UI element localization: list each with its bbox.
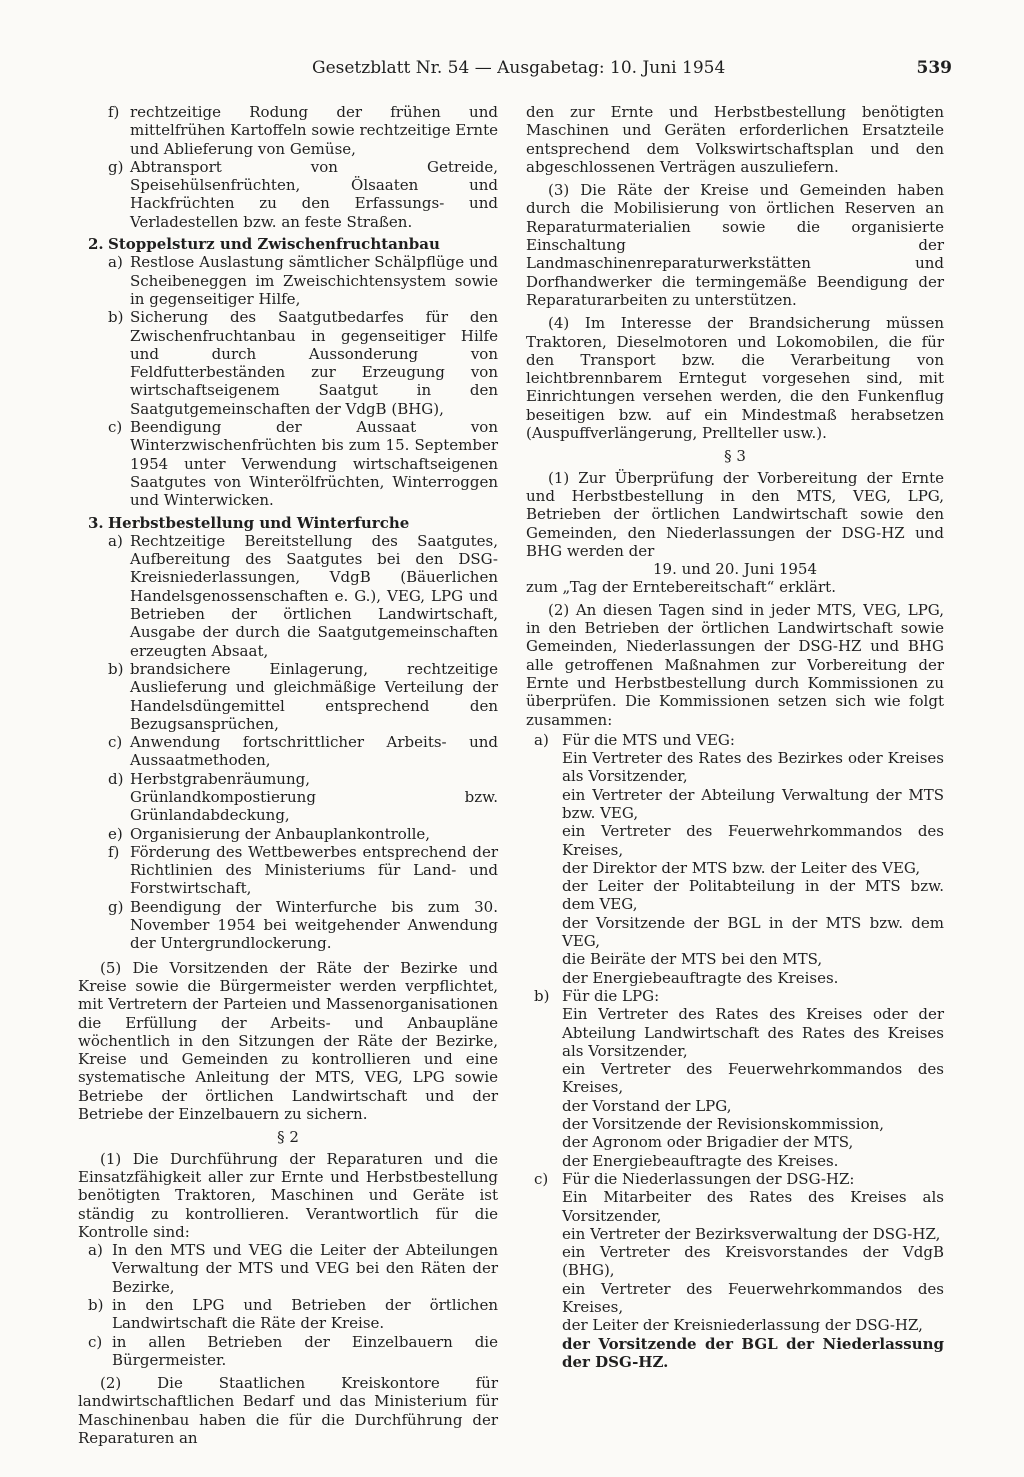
- list-item: [78, 843, 498, 898]
- list-item: der Vorsitzende der BGL in der MTS bzw. dem VEG,: [562, 913, 944, 951]
- list-item: die Beiräte der MTS bei den MTS,: [562, 950, 823, 969]
- list-item: [78, 1333, 498, 1370]
- list-item: ein Vertreter der Abteilung Verwaltung der MTS bzw. VEG,: [562, 785, 944, 822]
- list-item: ein Vertreter des Feuerwehrkommandos des Kreises,: [562, 1060, 944, 1097]
- item-text: Abtransport von Getreide, Speisehülsenfrüchten, Ölsaaten und Hackfrüchten zu den Erfassungs- und Verladestellen bzw. an feste Straßen.: [130, 157, 498, 231]
- list-item: der Agronom oder Brigadier der MTS,: [562, 1133, 854, 1152]
- list-item: [78, 158, 498, 231]
- list-item: der Vorstand der LPG,: [562, 1096, 732, 1115]
- item-text: in allen Betrieben der Einzelbauern die Bürgermeister.: [112, 1332, 498, 1369]
- item-text: Sicherung des Saatgutbedarfes für den Zwischenfruchtanbau in gegenseitiger Hilfe und durch Aussonderung von Feldfutterbeständen zur Erzeugung von wirtschaftseigenem Saatgut in den Saatgutgemeinschaften der VdgB (BHG),: [130, 308, 498, 418]
- list-item: [78, 103, 498, 158]
- page-number: 539: [916, 58, 952, 78]
- item-label: c): [108, 733, 123, 752]
- list-item: [78, 253, 498, 308]
- declaration-line: zum „Tag der Erntebereitschaft“ erklärt.: [526, 578, 836, 597]
- item-text: Herbstgrabenräumung, Grünlandkompostierung bzw. Grünlandabdeckung,: [130, 769, 498, 825]
- list-item: [78, 770, 498, 825]
- section-3-paragraph-1: (1) Zur Überprüfung der Vorbereitung der Ernte und Herbstbestellung in den MTS, VEG, LPG, Betrieben der örtlichen Landwirtschaft sowie den Gemeinden, den Niederlassungen der DSG-HZ und BHG werden der: [526, 468, 944, 560]
- item-label: g): [108, 157, 124, 176]
- list-item: ein Vertreter des Feuerwehrkommandos des Kreises,: [562, 822, 944, 859]
- item-label: b): [88, 1296, 104, 1314]
- left-column: [78, 103, 498, 1452]
- list-item: Ein Vertreter des Rates des Bezirkes oder Kreises als Vorsitzender,: [562, 749, 944, 786]
- heading-text: Herbstbestellung und Winterfurche: [108, 513, 410, 532]
- group-label: b): [534, 986, 550, 1005]
- list-item: der Leiter der Politabteilung in der MTS bzw. dem VEG,: [562, 877, 944, 914]
- page-header: [312, 58, 952, 84]
- heading-label: 2.: [88, 235, 104, 254]
- paragraph-5: (5) Die Vorsitzenden der Räte der Bezirke und Kreise sowie die Bürgermeister werden verpflichtet, mit Vertretern der Parteien und Massenorganisationen die Erfüllung der Arbeits- und Anbaupläne wöchentlich in den Sitzungen der Räte der Bezirke, Kreise und Gemeinden zu kontrollieren und eine systematische Anleitung der MTS, VEG, LPG sowie Betriebe der örtlichen Landwirtschaft und der Betriebe der Einzelbauern zu sichern.: [78, 958, 498, 1124]
- list-item: ein Vertreter des Feuerwehrkommandos des Kreises,: [562, 1279, 944, 1316]
- list-item: der Vorsitzende der BGL der Niederlassung der DSG-HZ.: [562, 1334, 944, 1371]
- group-c-title: [526, 1170, 944, 1188]
- item-text: in den LPG und Betrieben der örtlichen Landwirtschaft die Räte der Kreise.: [112, 1296, 498, 1333]
- item-text: Beendigung der Aussaat von Winterzwischenfrüchten bis zum 15. September 1954 unter Verwendung wirtschaftseigenen Saatgutes von Winterölfrüchten, Winterroggen und Winterwicken.: [130, 418, 498, 510]
- group-a-title: [526, 731, 944, 749]
- paragraph-4: (4) Im Interesse der Brandsicherung müssen Traktoren, Dieselmotoren und Lokomobilen, die für den Transport bzw. die Verarbeitung von leichtbrennbarem Erntegut vorgesehen sind, mit Einrichtungen versehen werden, die den Funkenflug beseitigen bzw. auf ein Mindestmaß herabsetzen (Auspuffverlängerung, Prellteller usw.).: [526, 314, 944, 443]
- group-title: Für die MTS und VEG:: [562, 730, 735, 749]
- list-item: [78, 1241, 498, 1296]
- heading-label: 3.: [88, 513, 104, 532]
- item-text: In den MTS und VEG die Leiter der Abteilungen Verwaltung der MTS und VEG bei den Räten der Bezirke,: [112, 1241, 498, 1296]
- item-label: a): [88, 1241, 103, 1260]
- list-item: [78, 733, 498, 770]
- list-item: [78, 308, 498, 418]
- section-2-heading: § 2: [277, 1128, 299, 1147]
- item-text: Organisierung der Anbauplankontrolle,: [130, 824, 431, 843]
- list-item: der Leiter der Kreisniederlassung der DSG-HZ,: [562, 1316, 923, 1335]
- item-text: rechtzeitige Rodung der frühen und mittelfrühen Kartoffeln sowie rechtzeitige Ernte und Ablieferung von Gemüse,: [130, 103, 498, 158]
- list-item: [78, 898, 498, 953]
- list-item: Ein Vertreter des Rates des Kreises oder der Abteilung Landwirtschaft des Rates des Kreises als Vorsitzender,: [562, 1005, 944, 1060]
- dates-line: 19. und 20. Juni 1954: [652, 560, 817, 579]
- paragraph-3: (3) Die Räte der Kreise und Gemeinden haben durch die Mobilisierung von örtlichen Reserven an Reparaturmaterialien sowie die organisierte Einschaltung der Landmaschinenreparaturwerkstätten und Dorfhandwerker die termingemäße Beendigung der Reparaturarbeiten zu unterstützen.: [526, 181, 944, 309]
- heading-stoppelsturz: [78, 235, 498, 253]
- right-column: [526, 103, 944, 1371]
- list-item: der Vorsitzende der Revisionskommission,: [562, 1115, 885, 1134]
- item-text: brandsichere Einlagerung, rechtzeitige Auslieferung und gleichmäßige Verteilung der Handelsdüngemittel entsprechend den Bezugsansprüchen,: [130, 659, 498, 733]
- group-b-title: [526, 987, 944, 1005]
- heading-herbstbestellung: [78, 514, 498, 532]
- item-label: e): [108, 824, 123, 843]
- item-label: f): [108, 103, 120, 121]
- item-label: a): [108, 531, 123, 550]
- list-item: ein Vertreter der Bezirksverwaltung der DSG-HZ,: [562, 1224, 941, 1243]
- item-label: a): [108, 253, 123, 272]
- list-item: der Energiebeauftragte des Kreises.: [562, 1151, 839, 1170]
- group-title: Für die Niederlassungen der DSG-HZ:: [562, 1169, 855, 1188]
- list-item: [78, 532, 498, 660]
- list-item: der Energiebeauftragte des Kreises.: [562, 968, 839, 987]
- list-item: ein Vertreter des Kreisvorstandes der VdgB (BHG),: [562, 1243, 944, 1280]
- item-label: f): [108, 842, 120, 861]
- section-3-paragraph-2: (2) An diesen Tagen sind in jeder MTS, VEG, LPG, in den Betrieben der örtlichen Landwirtschaft sowie Gemeinden, Niederlassungen der DSG-HZ und BHG alle getroffenen Maßnahmen zur Vorbereitung der Ernte und Herbstbestellung durch Kommissionen zu überprüfen. Die Kommissionen setzen sich wie folgt zusammen:: [526, 600, 944, 729]
- heading-text: Stoppelsturz und Zwischenfruchtanbau: [108, 235, 440, 254]
- item-text: Beendigung der Winterfurche bis zum 30. November 1954 bei weitgehender Anwendung der Untergrundlockerung.: [130, 897, 498, 953]
- item-label: c): [88, 1332, 103, 1351]
- item-text: Förderung des Wettbewerbes entsprechend der Richtlinien des Ministeriums für Land- und Forstwirtschaft,: [130, 842, 498, 898]
- group-label: a): [534, 730, 549, 749]
- group-label: c): [534, 1169, 549, 1188]
- group-title: Für die LPG:: [562, 986, 660, 1005]
- item-label: g): [108, 897, 124, 916]
- item-label: b): [108, 308, 124, 327]
- list-item: [78, 660, 498, 733]
- continuation-paragraph: den zur Ernte und Herbstbestellung benötigten Maschinen und Geräten erforderlichen Ersatzteile entsprechend dem Volkswirtschaftsplan und den abgeschlossenen Verträgen auszuliefern.: [526, 103, 944, 176]
- item-label: d): [108, 769, 124, 788]
- section-2-paragraph-2: (2) Die Staatlichen Kreiskontore für landwirtschaftlichen Bedarf und das Ministerium für Maschinenbau haben die für die Durchführung der Reparaturen an: [78, 1374, 498, 1448]
- item-label: c): [108, 418, 123, 437]
- list-item: [78, 418, 498, 509]
- list-item: [78, 1296, 498, 1333]
- item-label: b): [108, 659, 124, 678]
- section-3-heading: § 3: [724, 447, 746, 466]
- list-item: der Direktor der MTS bzw. der Leiter des VEG,: [562, 858, 921, 877]
- list-item: Ein Mitarbeiter des Rates des Kreises als Vorsitzender,: [562, 1188, 944, 1225]
- item-text: Rechtzeitige Bereitstellung des Saatgutes, Aufbereitung des Saatgutes bei den DSG-Kreisniederlassungen, VdgB (Bäuerlichen Handelsgenossenschaften e. G.), VEG, LPG und Betrieben der örtlichen Landwirtschaft, Ausgabe der durch die Saatgutgemeinschaften erzeugten Absaat,: [130, 531, 498, 660]
- list-item: [78, 825, 498, 843]
- section-2-paragraph-1: (1) Die Durchführung der Reparaturen und die Einsatzfähigkeit aller zur Ernte und Herbstbestellung benötigten Traktoren, Maschinen und Geräte ist ständig zu kontrollieren. Verantwortlich für die Kontrolle sind:: [78, 1149, 498, 1241]
- gazette-title: Gesetzblatt Nr. 54 — Ausgabetag: 10. Juni 1954: [312, 58, 726, 78]
- item-text: Restlose Auslastung sämtlicher Schälpflüge und Scheibeneggen im Zweischichtensystem sowie in gegenseitiger Hilfe,: [130, 253, 498, 308]
- item-text: Anwendung fortschrittlicher Arbeits- und Aussaatmethoden,: [130, 733, 498, 770]
